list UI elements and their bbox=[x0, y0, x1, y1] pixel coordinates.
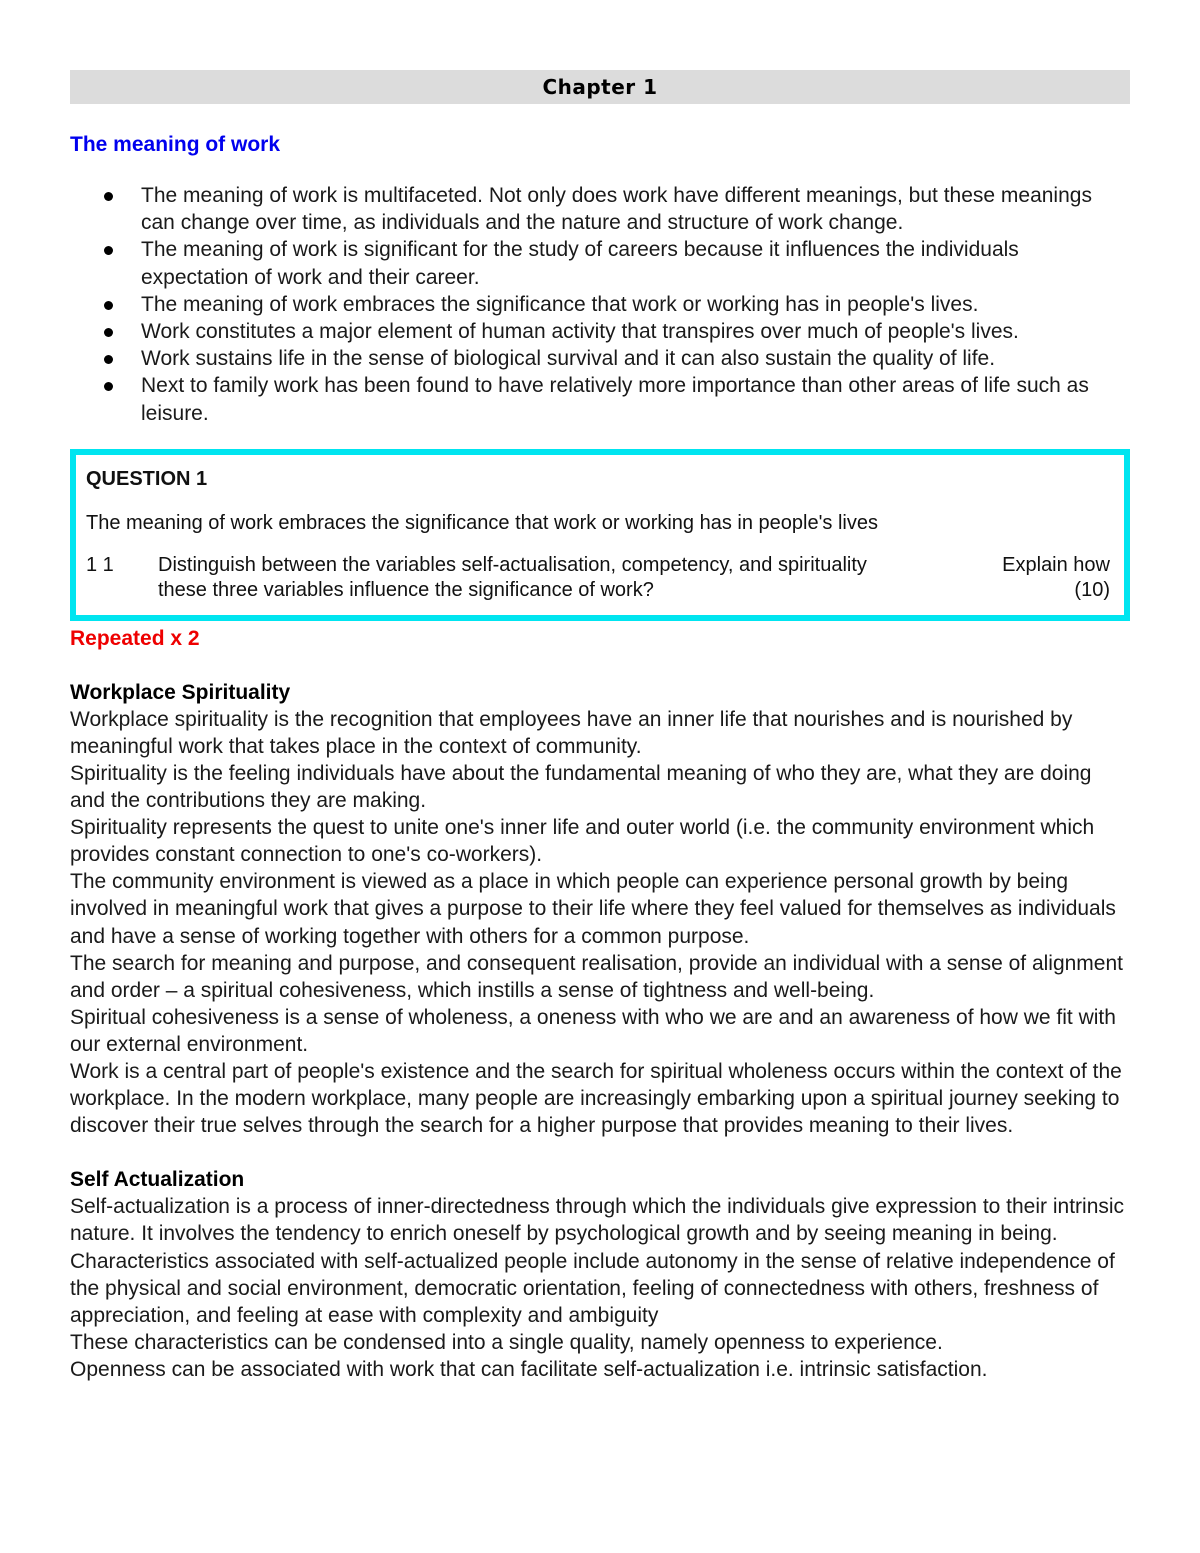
question-item bbox=[86, 553, 1110, 603]
paragraph: Openness can be associated with work that can facilitate self-actualization i.e. intrinsic satisfaction. bbox=[70, 1357, 988, 1381]
question-statement: The meaning of work embraces the significance that work or working has in people's lives bbox=[86, 511, 878, 534]
paragraph: These characteristics can be condensed into a single quality, namely openness to experience. bbox=[70, 1330, 943, 1354]
bullet-item bbox=[70, 182, 1130, 236]
self-actualization-body bbox=[70, 1193, 1130, 1383]
bullet-text: Work sustains life in the sense of biological survival and it can also sustain the quality of life. bbox=[141, 347, 996, 371]
paragraph: Characteristics associated with self-actualized people include autonomy in the sense of relative independence of the physical and social environment, democratic orientation, feeling of connectedness with others, freshness of appreciation, and feeling at ease with complexity and ambiguity bbox=[70, 1249, 1115, 1327]
bullet-item bbox=[70, 372, 1130, 426]
meaning-bullet-list bbox=[70, 182, 1130, 427]
paragraph: Spirituality is the feeling individuals have about the fundamental meaning of who they are, what they are doing and the contributions they are making. bbox=[70, 762, 1092, 813]
paragraph: The community environment is viewed as a place in which people can experience personal growth by being involved in meaningful work that gives a purpose to their life where they feel valued for themselves as individuals and have a sense of working together with others for a common purpose. bbox=[70, 870, 1116, 948]
bullet-icon bbox=[104, 355, 113, 364]
repeated-label: Repeated x 2 bbox=[70, 626, 200, 650]
paragraph: Self-actualization is a process of inner-directedness through which the individuals give expression to their intrinsic nature. It involves the tendency to enrich oneself by psychological growth and by seeing meaning in being. bbox=[70, 1195, 1125, 1246]
question-title: QUESTION 1 bbox=[86, 467, 208, 490]
bullet-icon bbox=[104, 328, 113, 337]
question-item-number: 1 1 bbox=[86, 553, 114, 576]
workplace-spirituality-heading: Workplace Spirituality bbox=[70, 680, 291, 704]
self-actualization-heading: Self Actualization bbox=[70, 1168, 245, 1192]
paragraph: Workplace spirituality is the recognition that employees have an inner life that nourishes and is nourished by meaningful work that takes place in the context of community. bbox=[70, 707, 1073, 758]
bullet-text: The meaning of work is multifaceted. Not only does work have different meanings, but these meanings can change over time, as individuals and the nature and structure of work change. bbox=[141, 184, 1092, 235]
bullet-item bbox=[70, 236, 1130, 290]
paragraph: The search for meaning and purpose, and consequent realisation, provide an individual with a sense of alignment and order – a spiritual cohesiveness, which instills a sense of tightness and well-being. bbox=[70, 951, 1123, 1002]
chapter-title: Chapter 1 bbox=[70, 70, 1130, 104]
bullet-text: Next to family work has been found to have relatively more importance than other areas of life such as leisure. bbox=[141, 374, 1089, 425]
bullet-icon bbox=[104, 301, 113, 310]
workplace-spirituality-body bbox=[70, 706, 1130, 1140]
question-item-line1-end: Explain how bbox=[1002, 553, 1110, 576]
question-marks: (10) bbox=[1074, 578, 1110, 601]
question-box bbox=[70, 449, 1130, 621]
meaning-of-work-heading: The meaning of work bbox=[70, 133, 281, 156]
paragraph: Spirituality represents the quest to unite one's inner life and outer world (i.e. the community environment which provides constant connection to one's co-workers). bbox=[70, 816, 1095, 867]
paragraph: Work is a central part of people's existence and the search for spiritual wholeness occurs within the context of the workplace. In the modern workplace, many people are increasingly embarking upon a spiritual journey seeking to discover their true selves through the search for a higher purpose that provides meaning to their lives. bbox=[70, 1060, 1122, 1138]
question-item-text bbox=[158, 553, 1110, 603]
bullet-icon bbox=[104, 192, 113, 201]
question-item-line1: Distinguish between the variables self-actualisation, competency, and spirituality bbox=[158, 553, 867, 576]
bullet-text: The meaning of work is significant for the study of careers because it influences the individuals expectation of work and their career. bbox=[141, 238, 1019, 289]
bullet-item bbox=[70, 291, 1130, 318]
bullet-icon bbox=[104, 382, 113, 391]
question-item-line2: these three variables influence the significance of work? bbox=[158, 578, 654, 601]
document-page bbox=[70, 70, 1130, 1383]
paragraph: Spiritual cohesiveness is a sense of wholeness, a oneness with who we are and an awareness of how we fit with our external environment. bbox=[70, 1005, 1116, 1056]
bullet-text: The meaning of work embraces the significance that work or working has in people's lives. bbox=[141, 292, 979, 316]
bullet-icon bbox=[104, 246, 113, 255]
bullet-item bbox=[70, 345, 1130, 372]
bullet-text: Work constitutes a major element of human activity that transpires over much of people's lives. bbox=[141, 320, 1019, 344]
bullet-item bbox=[70, 318, 1130, 345]
